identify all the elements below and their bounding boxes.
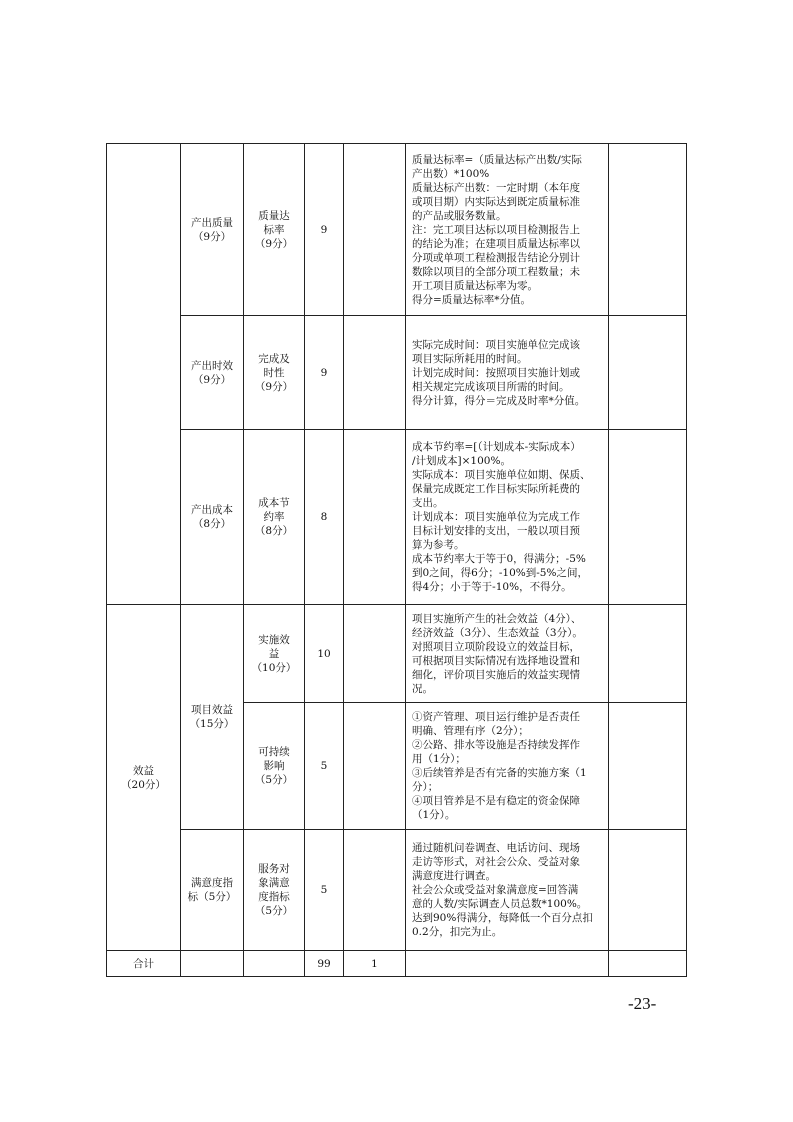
category-cell-blank xyxy=(107,144,181,605)
description-line: 走访等形式，对社会公众、受益对象 xyxy=(412,856,580,868)
deduction-cell xyxy=(344,144,406,316)
secondary-indicator-cell xyxy=(181,144,244,316)
description-line: 保量完成既定工作目标实际所耗费的 xyxy=(412,483,580,495)
description-line: 得分=质量达标率*分值。 xyxy=(412,293,532,306)
description-line: 达到90%得满分，每降低一个百分点扣 xyxy=(412,912,593,924)
secondary-indicator-cell xyxy=(181,430,244,605)
tertiary-indicator-cell xyxy=(244,316,305,430)
empty-cell xyxy=(609,951,687,977)
cell-value: 合计 xyxy=(133,957,154,970)
description-line: 意的人数/实际调查人员总数*100%。 xyxy=(412,898,588,910)
description-line: 经济效益（3分）、生态效益（3分）。 xyxy=(412,626,583,639)
score-cell xyxy=(305,830,344,951)
tertiary-indicator-cell xyxy=(244,430,305,605)
cell-text-line: （9分） xyxy=(192,373,232,386)
description-cell xyxy=(406,144,609,316)
description-line: 成本节约率大于等于0，得满分；-5% xyxy=(412,553,586,565)
description-line: 质量达标产出数：一定时期（本年度 xyxy=(412,181,580,194)
table-row xyxy=(107,605,687,703)
cell-text-line: 影响 xyxy=(263,760,285,772)
cell-text-line: （5分） xyxy=(254,774,294,786)
cell-value: 5 xyxy=(320,884,328,896)
deduction-cell xyxy=(344,605,406,703)
description-line: 社会公众或受益对象满意度=回答满 xyxy=(412,884,579,896)
cell-text-line: 标率 xyxy=(263,223,285,236)
description-line: 数除以项目的全部分项工程数量；未 xyxy=(412,265,580,278)
cell-text-line: 产出质量 xyxy=(191,216,233,229)
cell-text-line: 产出时效 xyxy=(191,359,233,372)
cell-text-line: （20分） xyxy=(121,778,166,791)
description-line: /计划成本]×100%。 xyxy=(412,455,511,467)
cell-text-line: （15分） xyxy=(189,718,235,730)
description-line: 项目实施所产生的社会效益（4分）、 xyxy=(412,612,582,625)
remark-cell xyxy=(609,144,687,316)
cell-text-line: 象满意 xyxy=(258,877,290,889)
total-deduction-cell xyxy=(344,951,406,977)
description-line: 得4分；小于等于-10%，不得分。 xyxy=(412,581,572,593)
description-line: 的产品或服务数量。 xyxy=(412,209,507,222)
cell-text-line: （9分） xyxy=(254,237,294,250)
score-cell xyxy=(305,316,344,430)
description-line: 成本节约率=[（计划成本-实际成本） xyxy=(412,441,581,453)
cell-text-line: 满意度指 xyxy=(191,877,233,889)
description-line: ④项目管养是不是有稳定的资金保障 xyxy=(412,795,580,807)
description-cell xyxy=(406,605,609,703)
description-line: 通过随机问卷调查、电话访问、现场 xyxy=(412,842,580,854)
cell-value: 5 xyxy=(320,760,328,772)
cell-text-line: 度指标 xyxy=(258,891,290,903)
secondary-indicator-cell xyxy=(181,830,244,951)
tertiary-indicator-cell xyxy=(244,144,305,316)
empty-cell xyxy=(244,951,305,977)
description-line: ③后续管养是否有完备的实施方案（1 xyxy=(412,767,587,779)
page-number: -23- xyxy=(628,994,657,1013)
description-line: 明确、管理有序（2分）； xyxy=(412,725,529,737)
cell-text-line: （9分） xyxy=(254,380,294,393)
total-score-cell xyxy=(305,951,344,977)
cell-text-line: 可持续 xyxy=(258,746,290,758)
description-line: 注：完工项目达标以项目检测报告上 xyxy=(412,223,580,236)
description-line: 计划成本：项目实施单位为完成工作 xyxy=(412,511,580,523)
cell-text-line: 服务对 xyxy=(258,863,290,875)
description-line: 可根据项目实际情况有选择地设置和 xyxy=(412,654,580,667)
table-row xyxy=(107,430,687,605)
evaluation-table xyxy=(106,143,687,977)
deduction-cell xyxy=(344,830,406,951)
cell-value: 99 xyxy=(317,957,331,970)
description-line: 得分计算，得分＝完成及时率*分值。 xyxy=(412,394,586,407)
deduction-cell xyxy=(344,316,406,430)
table-row xyxy=(107,830,687,951)
description-line: 0.2分，扣完为止。 xyxy=(412,926,503,938)
cell-text-line: 产出成本 xyxy=(191,504,233,516)
description-cell xyxy=(406,316,609,430)
tertiary-indicator-cell xyxy=(244,605,305,703)
total-row xyxy=(107,951,687,977)
secondary-indicator-cell xyxy=(181,316,244,430)
description-line: 相关规定完成该项目所需的时间。 xyxy=(412,380,570,393)
description-line: 项目实际所耗用的时间。 xyxy=(412,352,528,365)
deduction-cell xyxy=(344,430,406,605)
cell-text-line: （8分） xyxy=(254,525,294,537)
description-line: ①资产管理、项目运行维护是否责任 xyxy=(412,711,580,723)
description-line: ②公路、排水等设施是否持续发挥作 xyxy=(412,739,580,751)
description-line: 到0之间，得6分；-10%到-5%之间， xyxy=(412,567,588,579)
description-cell xyxy=(406,430,609,605)
score-cell xyxy=(305,605,344,703)
description-line: 分）； xyxy=(412,781,439,793)
cell-value: 9 xyxy=(320,366,328,379)
description-line: 算为参考。 xyxy=(412,539,465,551)
description-line: 对照项目立项阶段设立的效益目标， xyxy=(412,640,580,653)
cell-value: 9 xyxy=(320,223,328,236)
description-line: 实际成本：项目实施单位如期、保质、 xyxy=(412,469,591,481)
cell-text-line: （10分） xyxy=(251,661,297,674)
description-line: 开工项目质量达标率为零。 xyxy=(412,279,538,292)
secondary-indicator-cell xyxy=(181,605,244,830)
description-line: 质量达标率=（质量达标产出数/实际 xyxy=(412,153,582,166)
remark-cell xyxy=(609,605,687,703)
cell-text-line: 约率 xyxy=(263,511,285,523)
remark-cell xyxy=(609,430,687,605)
empty-cell xyxy=(181,951,244,977)
cell-text-line: （5分） xyxy=(254,905,294,917)
cell-value: 1 xyxy=(371,957,378,970)
cell-value: 10 xyxy=(317,647,331,660)
cell-text-line: 质量达 xyxy=(258,209,290,222)
table-row xyxy=(107,316,687,430)
cell-text-line: 益 xyxy=(268,647,280,660)
score-cell xyxy=(305,144,344,316)
description-line: 目标计划安排的支出，一般以项目预 xyxy=(412,525,580,537)
cell-text-line: 项目效益 xyxy=(191,704,233,716)
score-cell xyxy=(305,430,344,605)
description-line: 计划完成时间：按照项目实施计划或 xyxy=(412,366,580,379)
description-cell xyxy=(406,703,609,830)
table-row xyxy=(107,144,687,316)
deduction-cell xyxy=(344,703,406,830)
description-line: 满意度进行调查。 xyxy=(412,870,496,882)
description-line: 支出。 xyxy=(412,497,444,509)
cell-text-line: 完成及 xyxy=(258,352,290,365)
empty-cell xyxy=(406,951,609,977)
description-line: 分项或单项工程检测报告结论分别计 xyxy=(412,251,580,264)
category-cell-benefit xyxy=(107,605,181,951)
description-line: 细化，评价项目实施后的效益实现情 xyxy=(412,668,580,681)
tertiary-indicator-cell xyxy=(244,830,305,951)
description-line: 实际完成时间：项目实施单位完成该 xyxy=(412,338,580,351)
remark-cell xyxy=(609,316,687,430)
description-line: （1分）。 xyxy=(412,809,456,821)
description-line: 产出数）*100% xyxy=(412,167,490,180)
cell-text-line: 成本节 xyxy=(258,497,290,509)
cell-text-line: 实施效 xyxy=(258,633,290,646)
description-line: 的结论为准；在建项目质量达标率以 xyxy=(412,237,580,250)
tertiary-indicator-cell xyxy=(244,703,305,830)
cell-text-line: （9分） xyxy=(192,230,232,243)
description-line: 或项目期）内实际达到既定质量标准 xyxy=(412,195,580,208)
cell-text-line: 标（5分） xyxy=(187,891,237,903)
cell-value: 8 xyxy=(320,511,328,523)
score-cell xyxy=(305,703,344,830)
remark-cell xyxy=(609,703,687,830)
cell-text-line: （8分） xyxy=(192,518,232,530)
description-line: 用（1分）； xyxy=(412,753,466,765)
description-line: 况。 xyxy=(412,682,433,695)
cell-text-line: 时性 xyxy=(263,366,285,379)
description-cell xyxy=(406,830,609,951)
cell-text-line: 效益 xyxy=(133,764,154,777)
total-label-cell xyxy=(107,951,181,977)
remark-cell xyxy=(609,830,687,951)
